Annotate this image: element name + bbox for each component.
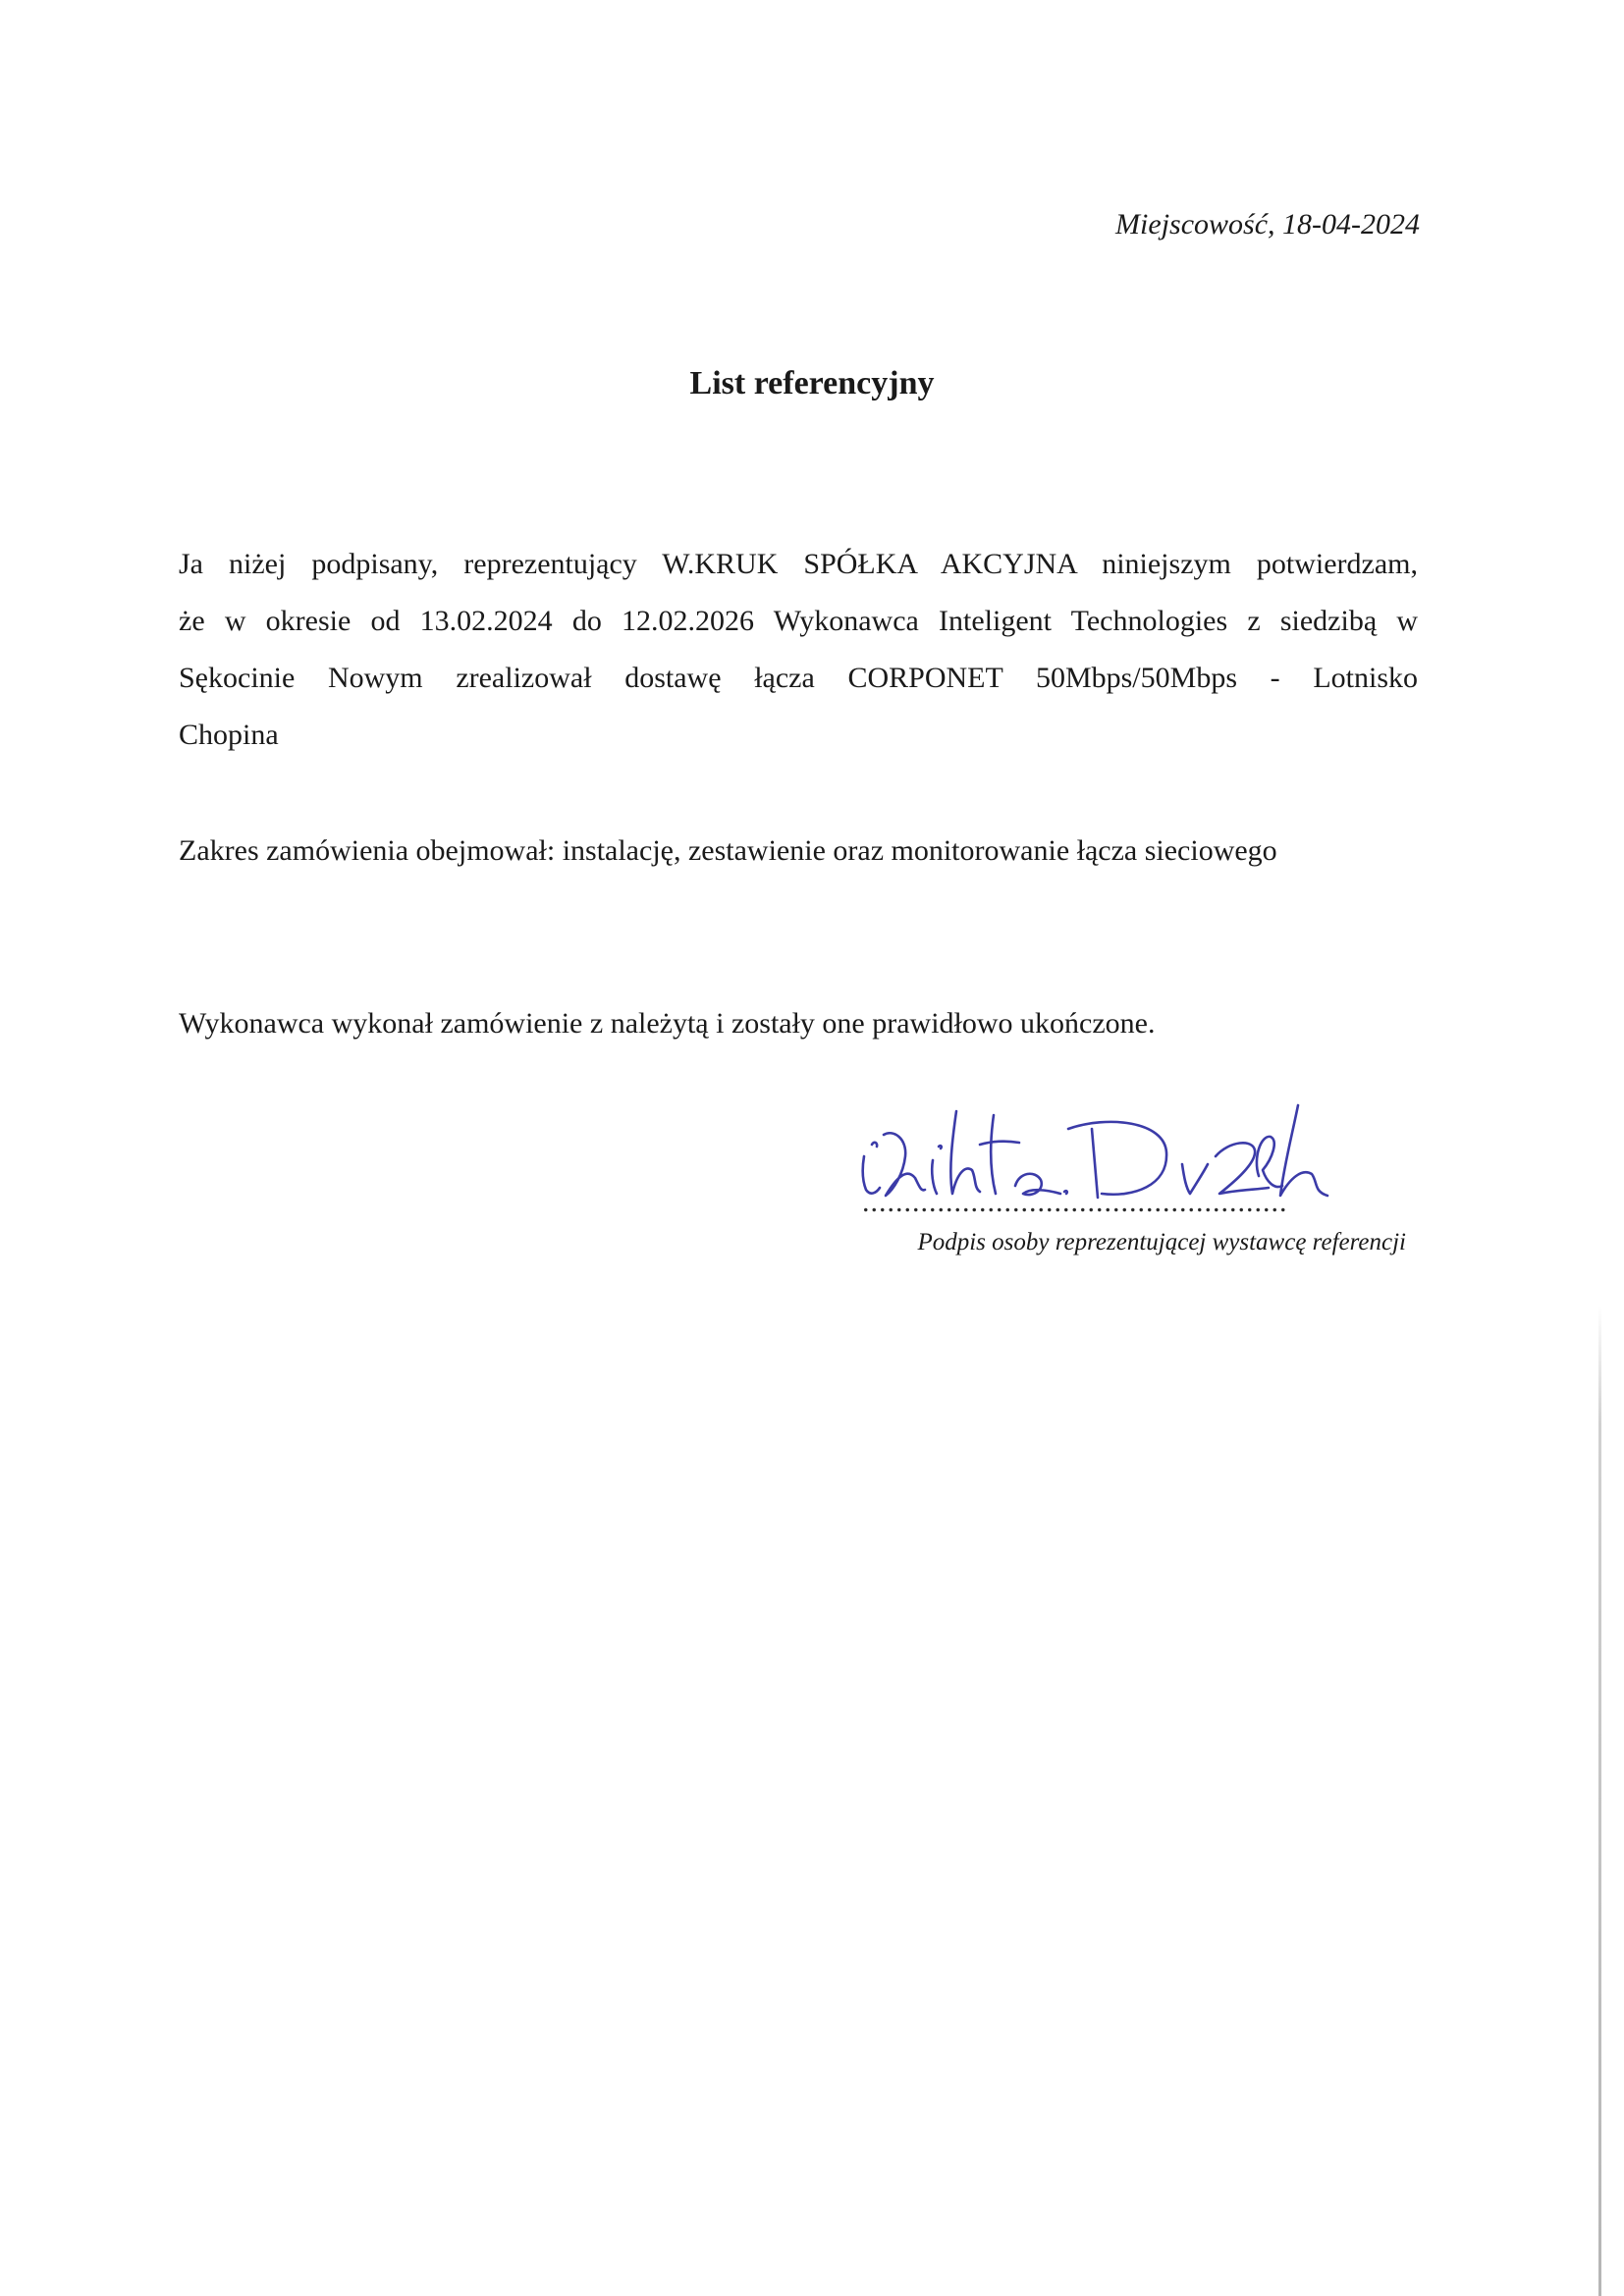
- paragraph-line: Sękocinie Nowym zrealizował dostawę łącza CORPONET 50Mbps/50Mbps - Lotnisko: [179, 662, 1418, 694]
- document-title: List referencyjny: [689, 365, 935, 401]
- signature-block: [850, 1095, 1420, 1218]
- signature-dotted-line: ...................................................: [862, 1186, 1288, 1218]
- place-date: Miejscowość, 18-04-2024: [1115, 208, 1420, 240]
- paragraph-line: że w okresie od 13.02.2024 do 12.02.2026 Wykonawca Inteligent Technologies z siedzibą w: [179, 605, 1418, 637]
- signature-caption: Podpis osoby reprezentującej wystawcę referencji: [917, 1229, 1406, 1255]
- paragraph-line: Ja niżej podpisany, reprezentujący W.KRUK SPÓŁKA AKCYJNA niniejszym potwierdzam,: [179, 548, 1418, 580]
- paragraph-completion: Wykonawca wykonał zamówienie z należytą i zostały one prawidłowo ukończone.: [179, 1007, 1156, 1040]
- scan-edge-shadow: [1598, 1306, 1601, 2296]
- paragraph-confirmation: [179, 536, 1418, 764]
- paragraph-line: Chopina: [179, 719, 279, 751]
- paragraph-scope: Zakres zamówienia obejmował: instalację, zestawienie oraz monitorowanie łącza sieciowego: [179, 834, 1277, 867]
